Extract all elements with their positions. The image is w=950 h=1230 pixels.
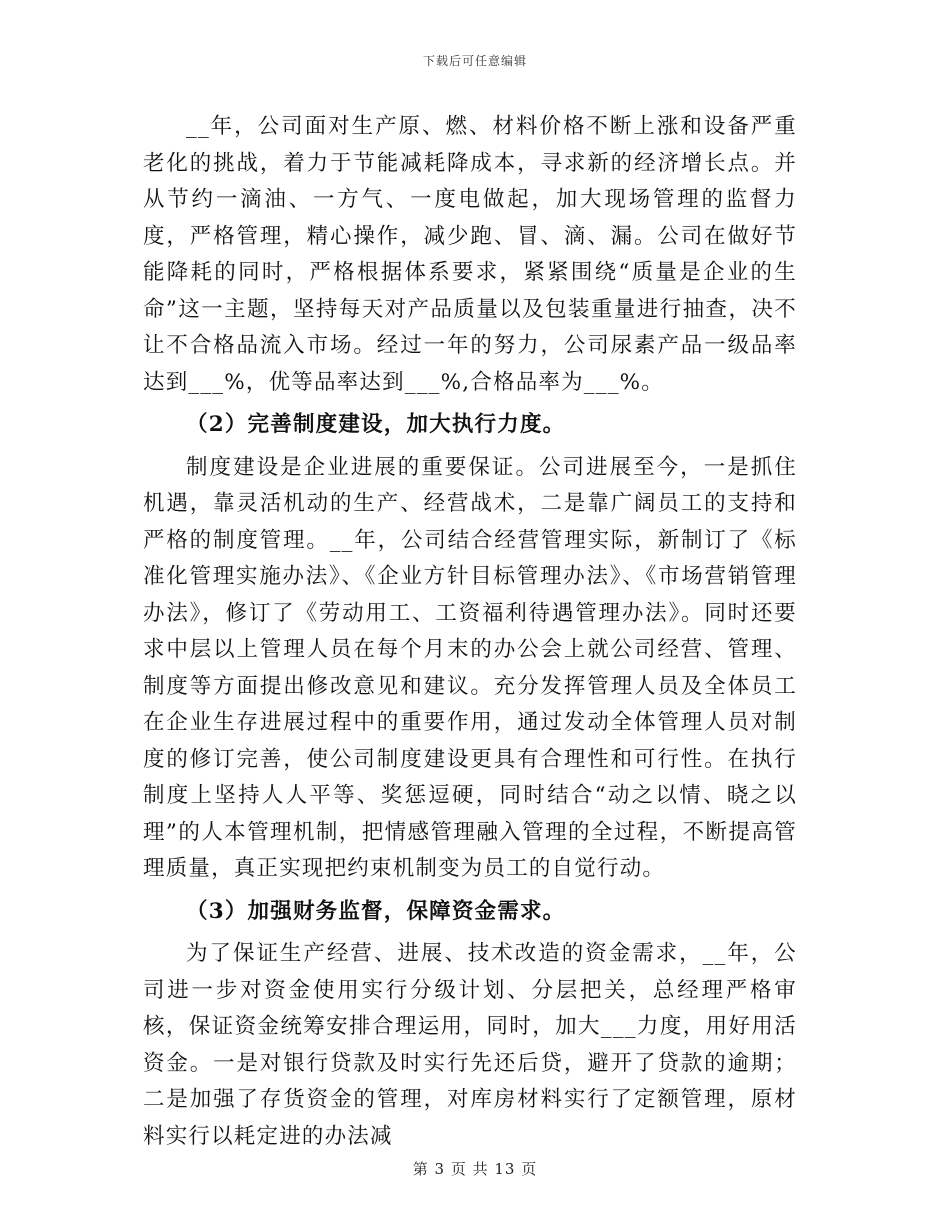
paragraph-system-building: 制度建设是企业进展的重要保证。公司进展至今，一是抓住机遇，靠灵活机动的生产、经营战术，二是靠广阔员工的支持和严格的制度管理。__年，公司结合经营管理实际，新制订了《标准化管理实施办法》、《企业方针目标管理办法》、《市场营销管理办法》，修订了《劳动用工、工资福利待遇管理办法》。同时还要求中层以上管理人员在每个月末的办公会上就公司经营、管理、制度等方面提出修改意见和建议。充分发挥管理人员及全体员工在企业生存进展过程中的重要作用，通过发动全体管理人员对制度的修订完善，使公司制度建设更具有合理性和可行性。在执行制度上坚持人人平等、奖惩逗硬，同时结合“动之以情、晓之以理”的人本管理机制，把情感管理融入管理的全过程，不断提高管理质量，真正实现把约束机制变为员工的自觉行动。 bbox=[143, 454, 797, 881]
header-note: 下载后可任意编辑 bbox=[422, 54, 527, 68]
body-text bbox=[143, 109, 797, 1155]
section-heading-system-building: （2）完善制度建设，加大执行力度。 bbox=[186, 412, 566, 437]
paragraph-financial-supervision: 为了保证生产经营、进展、技术改造的资金需求，__年，公司进一步对资金使用实行分级计划、分层把关，总经理严格审核，保证资金统筹安排合理运用，同时，加大___力度，用好用活资金。一是对银行贷款及时实行先还后贷，避开了贷款的逾期；二是加强了存货资金的管理，对库房材料实行了定额管理，原材料实行以耗定进的办法减 bbox=[143, 941, 797, 1149]
section-heading-financial-supervision: （3）加强财务监督，保障资金需求。 bbox=[186, 898, 566, 924]
paragraph-quality-control: __年，公司面对生产原、燃、材料价格不断上涨和设备严重老化的挑战，着力于节能减耗降成本，寻求新的经济增长点。并从节约一滴油、一方气、一度电做起，加大现场管理的监督力度，严格管理，精心操作，减少跑、冒、滴、漏。公司在做好节能降耗的同时，严格根据体系要求，紧紧围绕“质量是企业的生命”这一主题，坚持每天对产品质量以及包装重量进行抽查，决不让不合格品流入市场。经过一年的努力，公司尿素产品一级品率达到___%，优等品率达到___%,合格品率为___%。 bbox=[143, 114, 797, 395]
page-number: 第 3 页 共 13 页 bbox=[412, 1160, 538, 1178]
